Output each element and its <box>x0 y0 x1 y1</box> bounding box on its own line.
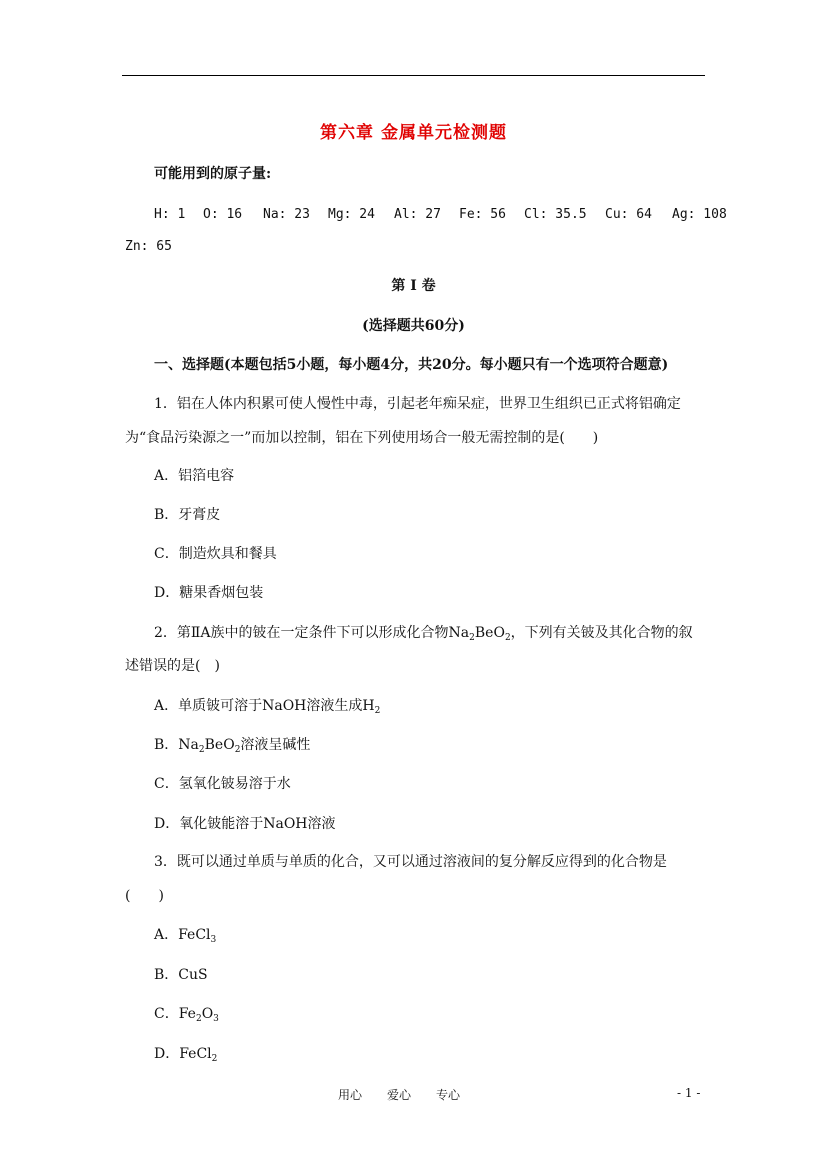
q2-option-c: C．氢氧化铍易溶于水 <box>154 776 291 792</box>
footer-motto-2: 爱心 <box>387 1088 412 1102</box>
atomic-mass-cl: Cl: 35.5 <box>524 207 587 222</box>
q3-option-a <box>154 926 216 944</box>
q3-option-d-sub: 2 <box>211 1054 218 1064</box>
q3-stem-line2: ( ) <box>125 888 164 904</box>
q3-option-c-text-a: C．Fe <box>154 1006 196 1022</box>
q3-option-d <box>154 1045 217 1063</box>
q2-option-a-text: A．单质铍可溶于NaOH溶液生成H <box>154 698 375 714</box>
atomic-mass-ag: Ag: 108 <box>672 207 727 222</box>
q1-stem-line1: 1．铝在人体内积累可使人慢性中毒，引起老年痴呆症，世界卫生组织已正式将铝确定 <box>154 396 681 412</box>
atomic-mass-o: O: 16 <box>203 207 243 222</box>
q3-stem-line1: 3．既可以通过单质与单质的化合，又可以通过溶液间的复分解反应得到的化合物是 <box>154 854 667 870</box>
q2-stem-text-b: BeO <box>474 625 505 641</box>
q2-option-d: D．氧化铍能溶于NaOH溶液 <box>154 816 336 832</box>
q2-option-b-text-b: BeO <box>204 737 235 753</box>
q2-stem-sub-1: 2 <box>469 633 475 643</box>
atomic-mass-fe: Fe: 56 <box>459 207 506 222</box>
section-heading: 一、选择题(本题包括5小题，每小题4分，共20分。每小题只有一个选项符合题意) <box>154 357 669 373</box>
q2-option-b-text-a: B．Na <box>154 737 199 753</box>
q3-option-d-text: D．FeCl <box>154 1046 212 1062</box>
q2-stem-line1 <box>154 624 693 642</box>
volume-subtitle: (选择题共60分) <box>362 318 465 334</box>
q2-option-a-sub: 2 <box>374 706 381 716</box>
footer-motto-3: 专心 <box>436 1088 461 1102</box>
atomic-mass-mg: Mg: 24 <box>328 207 375 222</box>
q3-option-c-text-b: O <box>201 1006 214 1022</box>
atomic-mass-zn: Zn: 65 <box>125 239 172 254</box>
q2-option-a <box>154 697 380 715</box>
q2-stem-text-a: 2．第ⅡA族中的铍在一定条件下可以形成化合物Na <box>154 625 470 641</box>
q3-option-c <box>154 1005 219 1023</box>
q1-option-d: D．糖果香烟包装 <box>154 585 264 601</box>
q2-option-b-sub-2: 2 <box>234 745 241 755</box>
q2-stem-sub-2: 2 <box>504 633 511 643</box>
atomic-mass-cu: Cu: 64 <box>605 207 652 222</box>
q3-option-c-sub-1: 2 <box>195 1014 202 1024</box>
q3-option-a-sub: 3 <box>210 935 217 945</box>
header-rule <box>122 75 705 76</box>
atomic-mass-h: H: 1 <box>154 207 186 222</box>
q1-option-a: A．铝箔电容 <box>154 468 235 484</box>
page-title: 第六章 金属单元检测题 <box>320 123 507 143</box>
q2-stem-line2: 述错误的是( ) <box>125 658 220 674</box>
q3-option-b: B．CuS <box>154 967 208 983</box>
q3-option-c-sub-2: 3 <box>213 1014 219 1024</box>
page-number: - 1 - <box>677 1086 701 1100</box>
q2-stem-text-c: ，下列有关铍及其化合物的叙 <box>510 625 693 641</box>
atomic-mass-heading: 可能用到的原子量: <box>154 166 272 182</box>
q3-option-a-text: A．FeCl <box>154 927 211 943</box>
q2-option-b-sub-1: 2 <box>198 745 205 755</box>
q2-option-b-text-c: 溶液呈碱性 <box>240 737 311 753</box>
q1-option-c: C．制造炊具和餐具 <box>154 546 277 562</box>
footer-motto-1: 用心 <box>338 1088 363 1102</box>
volume-title: 第 I 卷 <box>391 278 436 294</box>
q1-stem-line2: 为“食品污染源之一”而加以控制，铝在下列使用场合一般无需控制的是( ) <box>125 430 599 446</box>
atomic-mass-na: Na: 23 <box>263 207 310 222</box>
q2-option-b <box>154 736 310 754</box>
q1-option-b: B．牙膏皮 <box>154 507 221 523</box>
atomic-mass-al: Al: 27 <box>394 207 441 222</box>
